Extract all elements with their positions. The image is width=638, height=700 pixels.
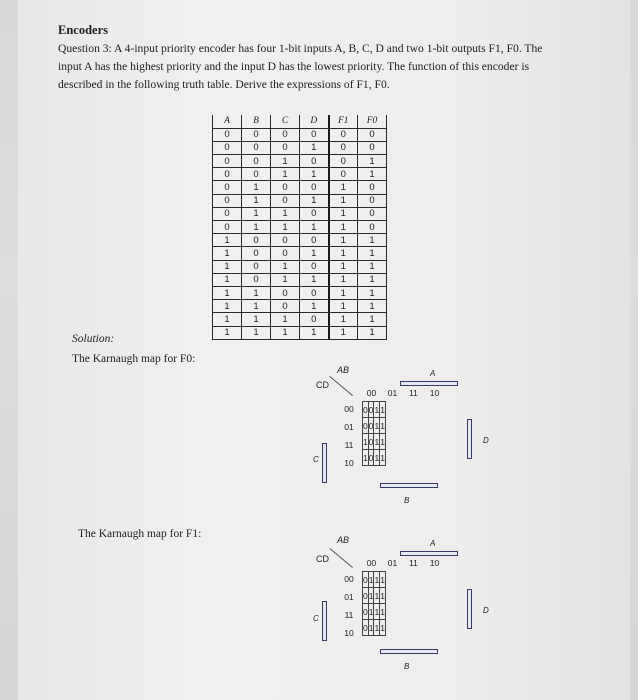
kmap-cell: 0 (363, 620, 369, 636)
truth-table-cell: 1 (329, 181, 358, 194)
truth-table-cell: 0 (242, 155, 271, 168)
truth-table-body (213, 128, 387, 339)
truth-table-cell: 1 (358, 326, 387, 339)
truth-table (212, 115, 387, 340)
table-row (213, 247, 387, 260)
kmap-cell: 0 (368, 450, 374, 466)
truth-table-header-cell: B (242, 115, 271, 128)
truth-table-cell: 1 (358, 286, 387, 299)
kmap-var-c: C (313, 614, 319, 623)
truth-table-cell: 1 (329, 273, 358, 286)
table-row (213, 141, 387, 154)
kmap-row-header: 11 (344, 440, 354, 450)
kmap-cell: 1 (380, 434, 386, 450)
solution-label: Solution: (72, 333, 115, 345)
truth-table-cell: 1 (213, 300, 242, 313)
kmap-var-c: C (313, 455, 319, 464)
kmap-cell: 1 (380, 450, 386, 466)
truth-table-cell: 1 (213, 247, 242, 260)
kmap-column-header: 11 (409, 388, 418, 398)
truth-table-cell: 1 (271, 313, 300, 326)
kmap-cell: 1 (368, 604, 374, 620)
kmap-cell: 1 (374, 572, 380, 588)
truth-table-cell: 0 (213, 194, 242, 207)
table-row (213, 207, 387, 220)
table-row (213, 313, 387, 326)
kmap-cell: 1 (380, 604, 386, 620)
kmap-cell: 1 (380, 620, 386, 636)
table-row (213, 300, 387, 313)
truth-table-cell: 1 (213, 326, 242, 339)
kmap-row-header: 01 (344, 592, 354, 602)
truth-table-cell: 0 (300, 155, 329, 168)
truth-table-cell: 0 (329, 168, 358, 181)
truth-table-cell: 0 (242, 273, 271, 286)
truth-table-cell: 1 (329, 247, 358, 260)
kmap-cell: 1 (374, 418, 380, 434)
truth-table-cell: 0 (242, 128, 271, 141)
truth-table-cell: 0 (271, 128, 300, 141)
truth-table-cell: 0 (329, 128, 358, 141)
truth-table-cell: 1 (213, 273, 242, 286)
truth-table-cell: 1 (242, 326, 271, 339)
kmap-var-a: A (430, 539, 436, 548)
truth-table-cell: 0 (271, 141, 300, 154)
table-row (213, 286, 387, 299)
truth-table-cell: 0 (242, 247, 271, 260)
kmap-cell: 0 (363, 402, 369, 418)
kmap-f0-label: The Karnaugh map for F0: (72, 353, 196, 365)
truth-table-cell: 0 (300, 207, 329, 220)
truth-table-cell: 1 (242, 300, 271, 313)
table-row (213, 221, 387, 234)
kmap-cell: 0 (368, 418, 374, 434)
truth-table-cell: 1 (242, 194, 271, 207)
truth-table-header-cell: C (271, 115, 300, 128)
kmap-ab-label: AB (337, 535, 350, 545)
kmap-var-d: D (483, 606, 489, 615)
truth-table-cell: 0 (358, 128, 387, 141)
section-heading: Encoders (58, 23, 108, 37)
truth-table-cell: 0 (358, 141, 387, 154)
kmap-cell: 1 (368, 572, 374, 588)
kmap-row-header: 11 (344, 610, 354, 620)
truth-table-cell: 0 (213, 207, 242, 220)
kmap-cell: 1 (363, 450, 369, 466)
truth-table-cell: 1 (300, 141, 329, 154)
kmap-var-b: B (404, 662, 410, 671)
table-row (213, 273, 387, 286)
truth-table-cell: 1 (271, 207, 300, 220)
truth-table-cell: 0 (271, 181, 300, 194)
kmap-cd-label: CD (316, 554, 329, 564)
truth-table-cell: 1 (271, 221, 300, 234)
truth-table-cell: 1 (329, 313, 358, 326)
truth-table-cell: 1 (300, 194, 329, 207)
kmap-column-header: 01 (387, 558, 398, 568)
kmap-bar-d (467, 589, 472, 629)
truth-table-cell: 1 (329, 194, 358, 207)
truth-table-header-cell: A (213, 115, 242, 128)
truth-table-header-cell: F0 (358, 115, 387, 128)
question-body: A 4-input priority encoder has four 1-bit inputs A, B, C, D and two 1-bit outputs F1, F0. The input A has the highest priority and the input D has the lowest priority. The function of this encoder is described in the following truth table. Derive the expressions of F1, F0. (58, 42, 543, 91)
kmap-column-header: 00 (366, 388, 377, 398)
truth-table-cell: 0 (300, 128, 329, 141)
kmap-column-header: 11 (409, 558, 418, 568)
kmap-row-header: 00 (344, 574, 354, 584)
kmap-row-header: 01 (344, 422, 354, 432)
kmap-cell: 1 (374, 588, 380, 604)
table-row (213, 260, 387, 273)
truth-table-cell: 0 (213, 168, 242, 181)
question-number: Question 3: (58, 42, 112, 55)
truth-table-cell: 1 (242, 286, 271, 299)
truth-table-cell: 1 (271, 273, 300, 286)
truth-table-cell: 1 (329, 260, 358, 273)
truth-table-cell: 1 (271, 326, 300, 339)
truth-table-cell: 1 (213, 313, 242, 326)
table-row (363, 450, 386, 466)
truth-table-cell: 0 (300, 234, 329, 247)
truth-table-cell: 0 (300, 260, 329, 273)
kmap-bar-a (400, 551, 458, 556)
table-row (213, 155, 387, 168)
table-row (213, 326, 387, 339)
kmap-bar-b (380, 483, 438, 488)
kmap-grid (362, 571, 386, 636)
truth-table-cell: 0 (271, 286, 300, 299)
truth-table-cell: 0 (300, 313, 329, 326)
table-row (213, 194, 387, 207)
truth-table-cell: 1 (329, 286, 358, 299)
kmap-cell: 1 (368, 588, 374, 604)
truth-table-cell: 0 (242, 234, 271, 247)
kmap-cell: 0 (363, 588, 369, 604)
truth-table-cell: 0 (300, 286, 329, 299)
kmap-bar-a (400, 381, 458, 386)
truth-table-cell: 1 (358, 234, 387, 247)
kmap-column-header: 01 (387, 388, 398, 398)
table-row (363, 572, 386, 588)
kmap-cell: 1 (363, 434, 369, 450)
table-row (363, 588, 386, 604)
table-row (213, 181, 387, 194)
kmap-bar-d (467, 419, 472, 459)
kmap-cell: 1 (380, 402, 386, 418)
kmap-cell: 0 (368, 434, 374, 450)
kmap-cell: 1 (380, 418, 386, 434)
truth-table-cell: 1 (329, 234, 358, 247)
kmap-column-header: 10 (429, 558, 440, 568)
kmap-cell: 1 (374, 402, 380, 418)
kmap-cell: 1 (374, 450, 380, 466)
truth-table-cell: 1 (242, 221, 271, 234)
truth-table-cell: 1 (329, 326, 358, 339)
truth-table-cell: 1 (271, 155, 300, 168)
kmap-cell: 0 (363, 572, 369, 588)
truth-table-cell: 1 (213, 234, 242, 247)
truth-table-cell: 1 (300, 300, 329, 313)
truth-table-cell: 1 (358, 300, 387, 313)
kmap-cell: 1 (368, 620, 374, 636)
kmap-column-header: 10 (429, 388, 440, 398)
truth-table-cell: 0 (213, 141, 242, 154)
kmap-cell: 0 (368, 402, 374, 418)
truth-table-cell: 1 (242, 207, 271, 220)
kmap-ab-label: AB (337, 365, 350, 375)
question-text (58, 40, 548, 94)
table-row (213, 128, 387, 141)
truth-table-cell: 1 (358, 313, 387, 326)
kmap-var-d: D (483, 436, 489, 445)
truth-table-cell: 0 (358, 194, 387, 207)
truth-table-cell: 1 (329, 300, 358, 313)
truth-table-cell: 1 (358, 260, 387, 273)
kmap-bar-b (380, 649, 438, 654)
kmap-cd-label: CD (316, 380, 329, 390)
truth-table-cell: 0 (242, 260, 271, 273)
truth-table-cell: 1 (300, 273, 329, 286)
table-row (363, 418, 386, 434)
truth-table-cell: 0 (242, 168, 271, 181)
truth-table-cell: 1 (242, 181, 271, 194)
truth-table-cell: 0 (271, 234, 300, 247)
truth-table-cell: 0 (242, 141, 271, 154)
truth-table-cell: 1 (329, 221, 358, 234)
kmap-cell: 1 (374, 434, 380, 450)
table-row (213, 168, 387, 181)
kmap-var-a: A (430, 369, 436, 378)
kmap-row-header: 10 (344, 628, 354, 638)
kmap-bar-c (322, 443, 327, 483)
truth-table-cell: 0 (300, 181, 329, 194)
truth-table-cell: 0 (329, 141, 358, 154)
table-row (363, 620, 386, 636)
kmap-column-header: 00 (366, 558, 377, 568)
truth-table-cell: 0 (213, 181, 242, 194)
truth-table-header (213, 115, 387, 128)
truth-table-cell: 0 (271, 194, 300, 207)
kmap-cell: 1 (374, 620, 380, 636)
document-page (18, 0, 630, 700)
table-row (363, 402, 386, 418)
table-row (363, 434, 386, 450)
truth-table-cell: 0 (358, 181, 387, 194)
kmap-row-header: 10 (344, 458, 354, 468)
truth-table-cell: 1 (271, 260, 300, 273)
truth-table-header-cell: D (300, 115, 329, 128)
kmap-cell: 1 (374, 604, 380, 620)
truth-table-cell: 0 (358, 207, 387, 220)
truth-table-cell: 1 (300, 247, 329, 260)
kmap-f1-label: The Karnaugh map for F1: (78, 528, 202, 540)
truth-table-cell: 1 (300, 221, 329, 234)
truth-table-cell: 0 (358, 221, 387, 234)
truth-table-cell: 1 (213, 260, 242, 273)
kmap-var-b: B (404, 496, 410, 505)
truth-table-cell: 0 (213, 221, 242, 234)
truth-table-cell: 1 (358, 247, 387, 260)
table-row (213, 234, 387, 247)
kmap-cell: 1 (380, 588, 386, 604)
truth-table-cell: 0 (271, 300, 300, 313)
kmap-row-header: 00 (344, 404, 354, 414)
kmap-grid (362, 401, 386, 466)
truth-table-cell: 0 (329, 155, 358, 168)
truth-table-cell: 1 (213, 286, 242, 299)
truth-table-cell: 0 (271, 247, 300, 260)
truth-table-header-cell: F1 (329, 115, 358, 128)
truth-table-cell: 1 (358, 155, 387, 168)
kmap-cell: 1 (380, 572, 386, 588)
truth-table-cell: 1 (300, 326, 329, 339)
truth-table-cell: 0 (213, 128, 242, 141)
truth-table-cell: 1 (271, 168, 300, 181)
table-row (363, 604, 386, 620)
truth-table-cell: 1 (242, 313, 271, 326)
truth-table-cell: 1 (300, 168, 329, 181)
kmap-cell: 0 (363, 418, 369, 434)
truth-table-cell: 1 (358, 273, 387, 286)
truth-table-cell: 0 (213, 155, 242, 168)
kmap-bar-c (322, 601, 327, 641)
kmap-cell: 0 (363, 604, 369, 620)
truth-table-cell: 1 (358, 168, 387, 181)
truth-table-cell: 1 (329, 207, 358, 220)
